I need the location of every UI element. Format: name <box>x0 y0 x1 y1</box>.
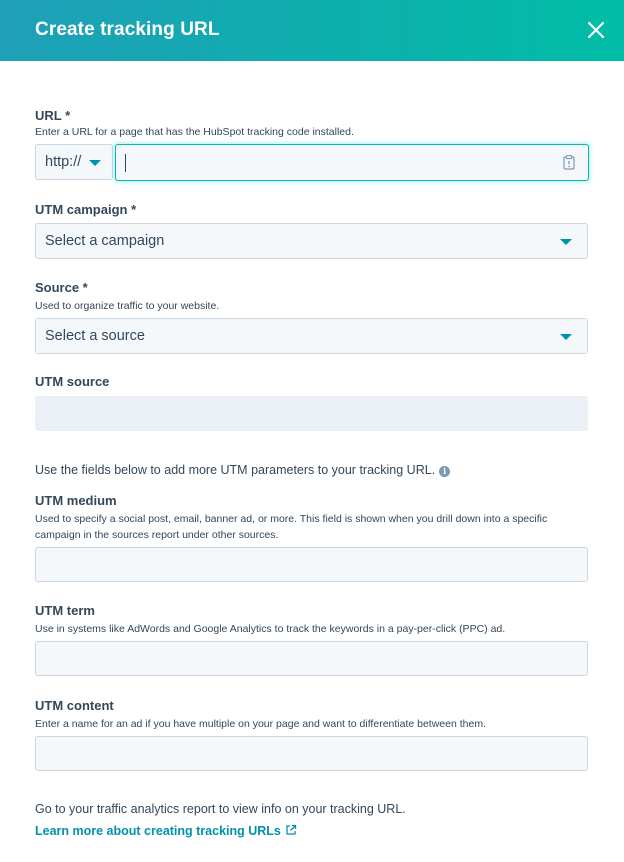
utm-term-label: UTM term <box>35 603 95 618</box>
learn-more-label: Learn more about creating tracking URLs <box>35 824 281 838</box>
source-select[interactable] <box>35 318 588 354</box>
modal-header <box>0 0 624 61</box>
utm-campaign-select[interactable] <box>35 223 588 259</box>
utm-medium-field[interactable] <box>35 547 588 582</box>
more-params-label: Use the fields below to add more UTM parameters to your tracking URL. <box>35 463 436 477</box>
utm-campaign-placeholder: Select a campaign <box>45 233 165 249</box>
text-cursor <box>125 154 126 172</box>
chevron-down-icon <box>89 160 101 166</box>
source-help: Used to organize traffic to your website. <box>35 300 220 312</box>
close-icon[interactable] <box>582 16 610 44</box>
utm-medium-label: UTM medium <box>35 493 117 508</box>
source-label: Source * <box>35 280 88 295</box>
utm-content-help: Enter a name for an ad if you have multiple on your page and want to differentiate between them. <box>35 718 487 730</box>
protocol-value: http:// <box>45 154 82 170</box>
source-placeholder: Select a source <box>45 328 145 344</box>
chevron-down-icon <box>560 334 572 340</box>
utm-source-label: UTM source <box>35 374 110 389</box>
utm-source-field <box>35 396 588 431</box>
footer-text: Go to your traffic analytics report to view info on your tracking URL. <box>35 802 406 816</box>
info-icon[interactable]: i <box>439 466 450 477</box>
more-params-text <box>35 463 450 477</box>
protocol-select[interactable] <box>35 144 113 180</box>
utm-term-help: Use in systems like AdWords and Google Analytics to track the keywords in a pay-per-click (PPC) ad. <box>35 623 506 635</box>
utm-medium-help: Used to specify a social post, email, banner ad, or more. This field is shown when you drill down into a specific campaign in the sources report under other sources. <box>35 513 548 541</box>
chevron-down-icon <box>560 239 572 245</box>
clipboard-icon[interactable] <box>563 155 575 170</box>
modal-title: Create tracking URL <box>35 19 220 40</box>
learn-more-link[interactable] <box>35 824 297 838</box>
external-link-icon <box>285 824 297 836</box>
utm-campaign-label: UTM campaign * <box>35 202 137 217</box>
utm-content-field[interactable] <box>35 736 588 771</box>
url-input[interactable] <box>115 144 589 181</box>
utm-term-field[interactable] <box>35 641 588 676</box>
url-help: Enter a URL for a page that has the HubSpot tracking code installed. <box>35 126 354 138</box>
utm-content-label: UTM content <box>35 698 114 713</box>
url-label: URL * <box>35 108 71 123</box>
